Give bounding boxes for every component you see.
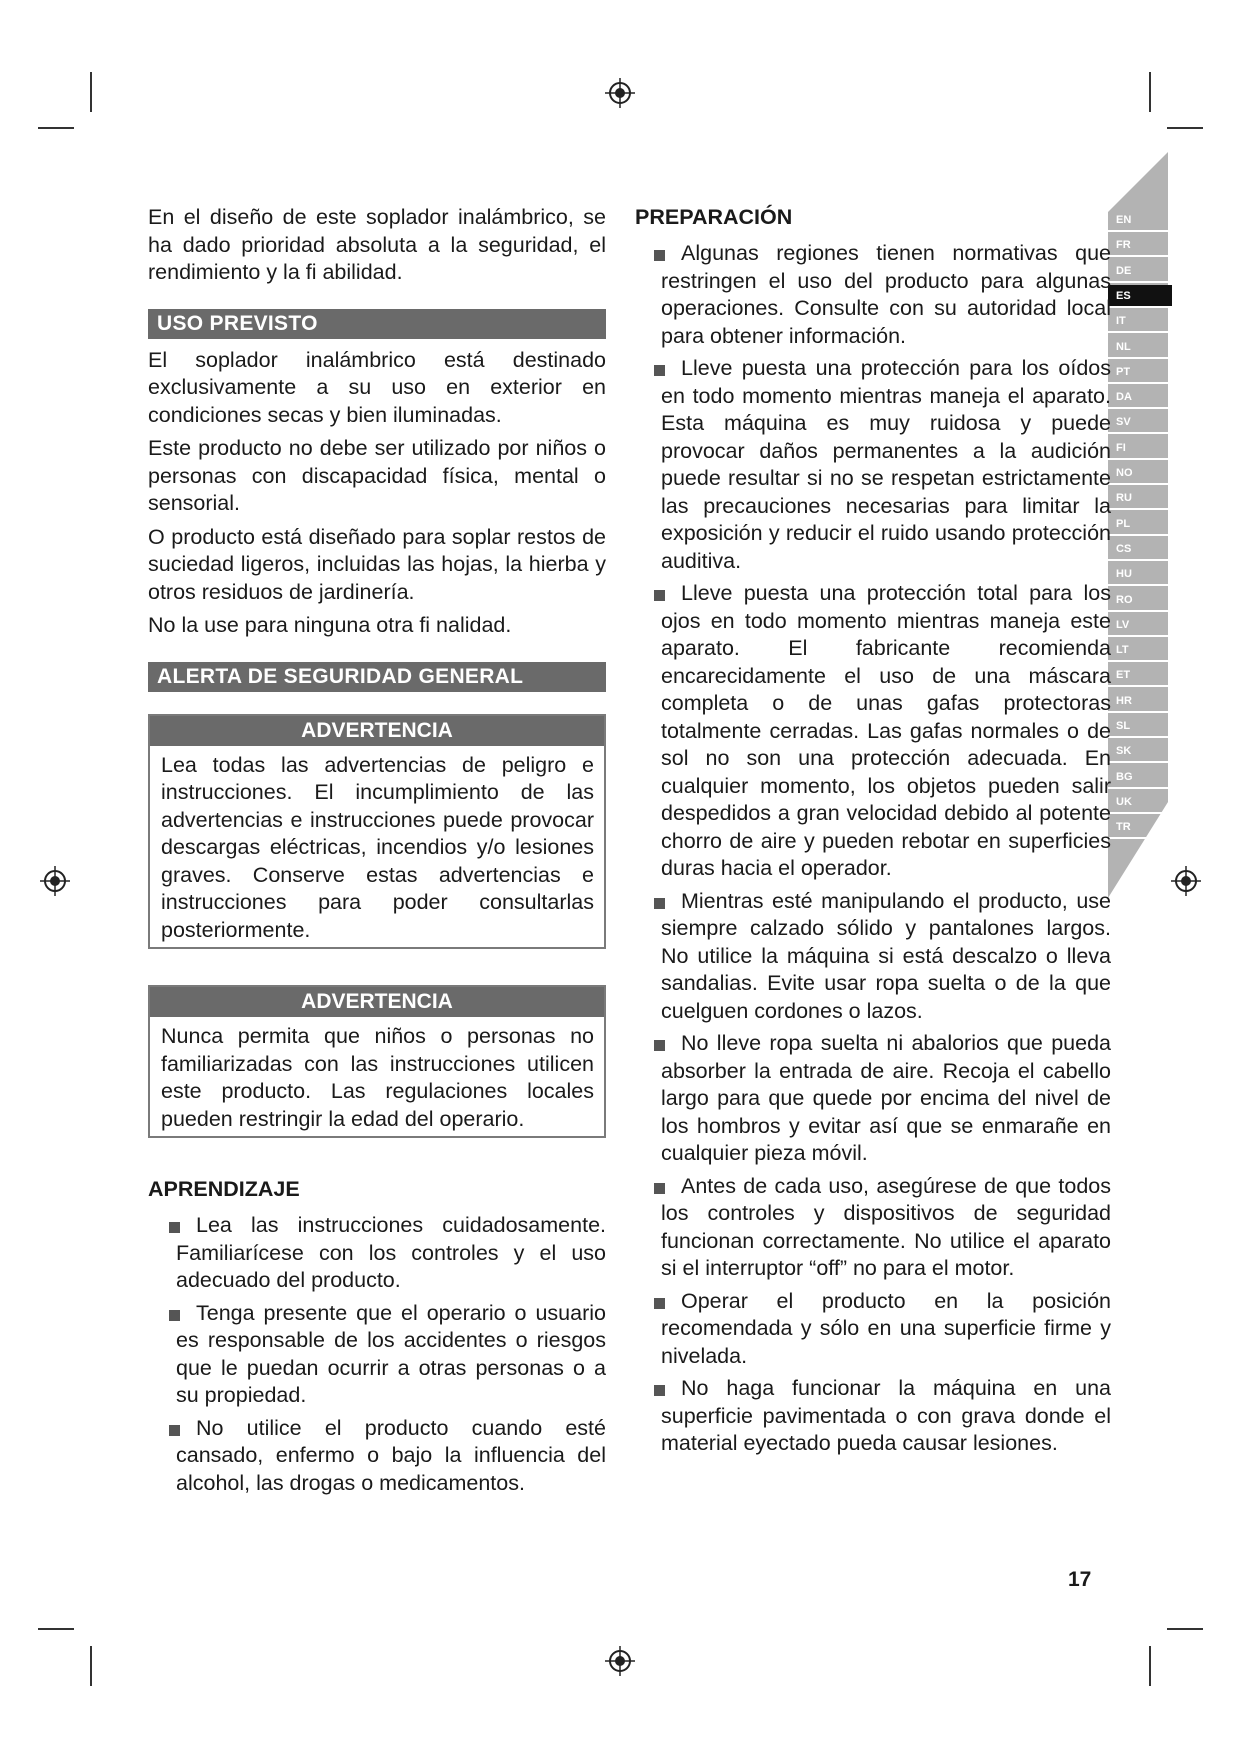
list-item: Antes de cada uso, asegúrese de que todos los controles y dispositivos de seguridad funcionan correctamente. No utilice el aparato si el interruptor “off” no para el motor.: [633, 1173, 1111, 1283]
uso-paragraph: Este producto no debe ser utilizado por niños o personas con discapacidad física, mental o sensorial.: [148, 436, 606, 515]
bullet-icon: [654, 1385, 665, 1396]
language-tab-it: IT: [1108, 310, 1172, 333]
bullet-icon: [169, 1425, 180, 1436]
registration-mark-icon: [605, 78, 635, 108]
crop-mark: [90, 72, 92, 112]
alerta-heading: ALERTA DE SEGURIDAD GENERAL: [148, 662, 606, 692]
language-tab-pt: PT: [1108, 361, 1172, 384]
language-tab-nl: NL: [1108, 336, 1172, 359]
list-item: Algunas regiones tienen normativas que restringen el uso del producto para algunas operaciones. Consulte con su autoridad local para obtener información.: [633, 240, 1111, 350]
list-item: No utilice el producto cuando esté cansado, enfermo o bajo la influencia del alcohol, las drogas o medicamentos.: [148, 1415, 606, 1498]
bullet-icon: [169, 1310, 180, 1321]
language-tab-lt: LT: [1108, 639, 1172, 662]
language-tab-sv: SV: [1108, 411, 1172, 434]
intro-paragraph: En el diseño de este soplador inalámbrico, se ha dado prioridad absoluta a la seguridad, el rendimiento y la fi abilidad.: [148, 205, 606, 284]
language-tab-de: DE: [1108, 260, 1172, 283]
warning-title: ADVERTENCIA: [150, 987, 604, 1017]
language-tab-en: EN: [1108, 209, 1172, 232]
language-tab-uk: UK: [1108, 791, 1172, 814]
crop-mark: [38, 127, 74, 129]
language-tab-da: DA: [1108, 386, 1172, 409]
list-item: Tenga presente que el operario o usuario es responsable de los accidentes o riesgos que le puedan ocurrir a otras personas o a su propiedad.: [148, 1300, 606, 1410]
uso-paragraph: O producto está diseñado para soplar restos de suciedad ligeros, incluidas las hojas, la hierba y otros residuos de jardinería.: [148, 524, 606, 604]
warning-title: ADVERTENCIA: [150, 716, 604, 746]
bullet-icon: [169, 1222, 180, 1233]
registration-mark-icon: [40, 866, 70, 896]
aprendizaje-heading: APRENDIZAJE: [148, 1177, 300, 1201]
bullet-icon: [654, 1183, 665, 1194]
page-number: 17: [1068, 1568, 1092, 1591]
language-tab-ro: RO: [1108, 589, 1172, 612]
list-item: Operar el producto en la posición recomendada y sólo en una superficie firme y nivelada.: [633, 1288, 1111, 1371]
language-tab-cs: CS: [1108, 538, 1172, 561]
crop-mark: [1167, 1628, 1203, 1630]
list-item: Lleve puesta una protección total para los ojos en todo momento mientras maneja este aparato. El fabricante recomienda encarecidamente el uso de una máscara completa o de unas gafas protectoras totalmente cerradas. Las gafas normales o de sol no son una protección adecuada. En cualquier momento, los objetos pueden salir despedidos a gran velocidad debido al potente chorro de aire y pueden rebotar en superficies duras hacia el operador.: [633, 580, 1111, 883]
uso-paragraph: No la use para ninguna otra fi nalidad.: [148, 613, 512, 637]
language-tab-no: NO: [1108, 462, 1172, 485]
language-tab-pl: PL: [1108, 513, 1172, 536]
list-item: Mientras esté manipulando el producto, use siempre calzado sólido y pantalones largos. No utilice la máquina si está descalzo o lleva sandalias. Evite usar ropa suelta o de la que cuelguen cordones o lazos.: [633, 888, 1111, 1026]
right-column: [633, 204, 1111, 1463]
list-item: Lleve puesta una protección para los oídos en todo momento mientras maneja el aparato. Esta máquina es muy ruidosa y puede provocar daños permanentes a la audición puede resultar si no se respetan estrictamente las precauciones necesarias para limitar la exposición y reducir el ruido usando protección auditiva.: [633, 355, 1111, 575]
language-tab-sl: SL: [1108, 715, 1172, 738]
bullet-icon: [654, 1298, 665, 1309]
language-tabs: [1104, 152, 1172, 898]
list-item: Lea las instrucciones cuidadosamente. Familiarícese con los controles y el uso adecuado del producto.: [148, 1212, 606, 1295]
bullet-icon: [654, 365, 665, 376]
list-item: No lleve ropa suelta ni abalorios que pueda absorber la entrada de aire. Recoja el cabello largo para que quede por encima del nivel de los hombros y evitar así que se enmarañe en cualquier pieza móvil.: [633, 1030, 1111, 1168]
crop-mark: [38, 1628, 74, 1630]
registration-mark-icon: [1171, 866, 1201, 896]
warning-box: [148, 714, 606, 950]
preparacion-heading: PREPARACIÓN: [635, 205, 793, 229]
language-tab-tr: TR: [1108, 816, 1172, 839]
language-tab-lv: LV: [1108, 614, 1172, 637]
language-tab-sk: SK: [1108, 740, 1172, 763]
uso-paragraph: El soplador inalámbrico está destinado exclusivamente a su uso en exterior en condiciones secas y bien iluminadas.: [148, 347, 606, 427]
language-tab-hu: HU: [1108, 563, 1172, 586]
bullet-icon: [654, 1040, 665, 1051]
warning-text: Nunca permita que niños o personas no familiarizadas con las instrucciones utilicen este producto. Las regulaciones locales pueden restringir la edad del operario.: [161, 1024, 594, 1131]
uso-previsto-heading: USO PREVISTO: [148, 309, 606, 339]
bullet-icon: [654, 590, 665, 601]
crop-mark: [1167, 127, 1203, 129]
language-tab-ru: RU: [1108, 487, 1172, 510]
crop-mark: [90, 1646, 92, 1686]
left-column: [148, 204, 606, 1502]
language-tab-et: ET: [1108, 664, 1172, 687]
language-tab-hr: HR: [1108, 690, 1172, 713]
crop-mark: [1149, 1646, 1151, 1686]
language-tab-bg: BG: [1108, 766, 1172, 789]
list-item: No haga funcionar la máquina en una superficie pavimentada o con grava donde el material eyectado pueda causar lesiones.: [633, 1375, 1111, 1458]
bullet-icon: [654, 250, 665, 261]
warning-box: [148, 985, 606, 1138]
warning-text: Lea todas las advertencias de peligro e instrucciones. El incumplimiento de las advertencias e instrucciones puede provocar descargas eléctricas, incendios y/o lesiones graves. Conserve estas advertencias e instrucciones para poder consultarlas posteriormente.: [161, 752, 594, 942]
crop-mark: [1149, 72, 1151, 112]
bullet-icon: [654, 898, 665, 909]
language-tab-fr: FR: [1108, 234, 1172, 257]
language-tab-es: ES: [1108, 285, 1172, 308]
language-tab-fi: FI: [1108, 437, 1172, 460]
registration-mark-icon: [605, 1646, 635, 1676]
